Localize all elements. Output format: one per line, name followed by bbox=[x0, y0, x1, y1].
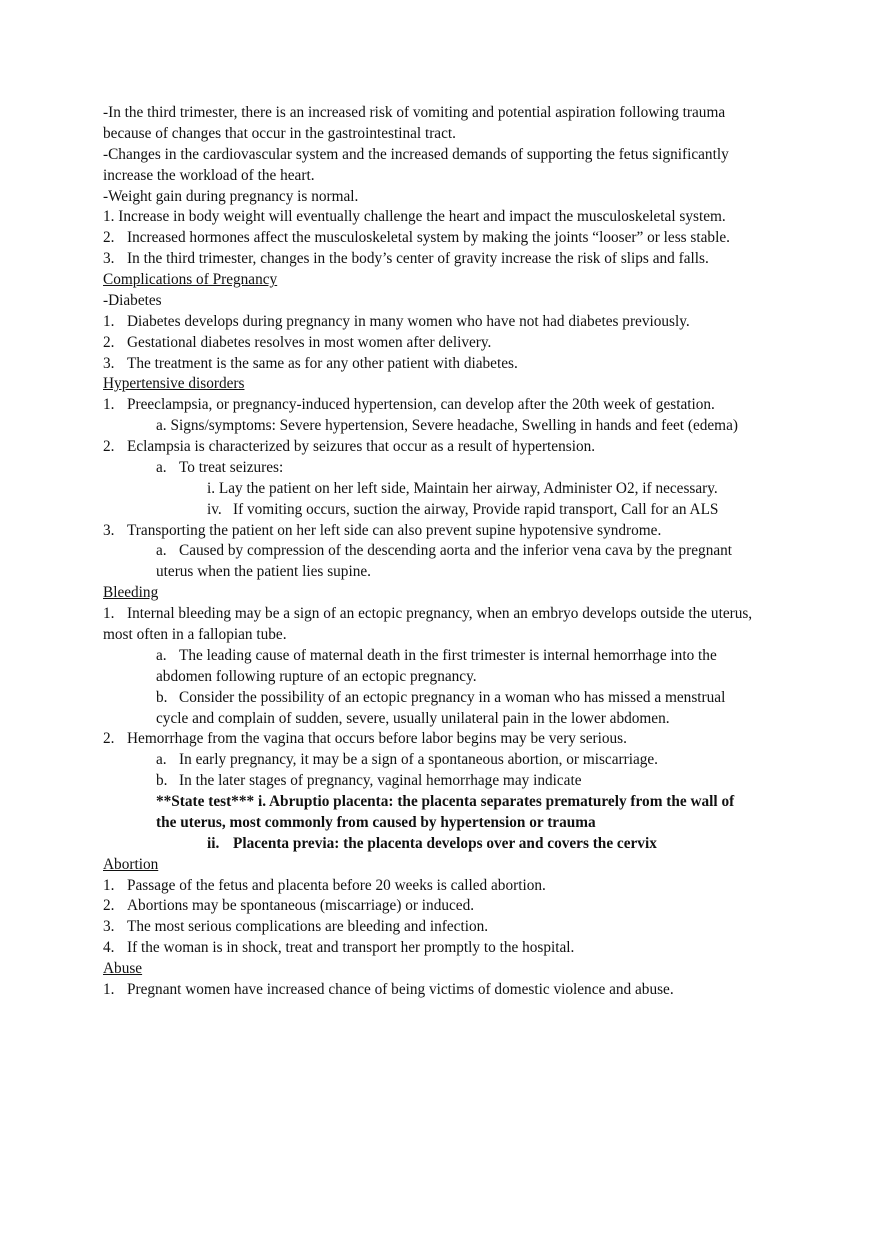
line-text: **State test*** i. Abruptio placenta: the placenta separates prematurely from the wall of bbox=[156, 793, 735, 811]
line-text: The treatment is the same as for any other patient with diabetes. bbox=[127, 354, 518, 372]
line-text: Caused by compression of the descending aorta and the inferior vena cava by the pregnant bbox=[179, 542, 733, 560]
line-text: Gestational diabetes resolves in most women after delivery. bbox=[127, 333, 492, 351]
list-marker: 2. bbox=[103, 730, 115, 748]
list-marker: 1. bbox=[103, 312, 115, 330]
line-text: To treat seizures: bbox=[179, 458, 284, 476]
list-marker: 3. bbox=[103, 918, 115, 936]
line-text: increase the workload of the heart. bbox=[103, 166, 315, 184]
list-marker: a. bbox=[156, 542, 167, 560]
line-text: Placenta previa: the placenta develops over and covers the cervix bbox=[233, 834, 657, 852]
heading-text: Abuse bbox=[103, 960, 143, 978]
line-text: -Diabetes bbox=[103, 291, 162, 309]
line-text: Internal bleeding may be a sign of an ectopic pregnancy, when an embryo develops outside the uterus, bbox=[127, 605, 753, 623]
line-text: 1. Increase in body weight will eventually challenge the heart and impact the musculoskeletal system. bbox=[103, 208, 726, 226]
line-text: In early pregnancy, it may be a sign of a spontaneous abortion, or miscarriage. bbox=[179, 751, 658, 769]
list-marker: 3. bbox=[103, 521, 115, 539]
list-marker: 1. bbox=[103, 396, 115, 414]
line-text: If vomiting occurs, suction the airway, Provide rapid transport, Call for an ALS bbox=[233, 500, 719, 518]
line-text: In the third trimester, changes in the body’s center of gravity increase the risk of slips and falls. bbox=[127, 250, 709, 268]
line-text: Abortions may be spontaneous (miscarriage) or induced. bbox=[127, 897, 475, 915]
list-marker: 1. bbox=[103, 980, 115, 998]
line-text: cycle and complain of sudden, severe, usually unilateral pain in the lower abdomen. bbox=[156, 709, 670, 727]
line-text: the uterus, most commonly from caused by hypertension or trauma bbox=[156, 813, 596, 831]
list-marker: 2. bbox=[103, 438, 115, 456]
list-marker: iv. bbox=[207, 500, 222, 518]
list-marker: 3. bbox=[103, 354, 115, 372]
line-text: Pregnant women have increased chance of being victims of domestic violence and abuse. bbox=[127, 980, 674, 998]
line-text: -Changes in the cardiovascular system and the increased demands of supporting the fetus significantly bbox=[103, 145, 729, 163]
list-marker: a. bbox=[156, 751, 167, 769]
heading-text: Complications of Pregnancy bbox=[103, 271, 278, 289]
line-text: In the later stages of pregnancy, vaginal hemorrhage may indicate bbox=[179, 772, 582, 790]
list-marker: ii. bbox=[207, 834, 220, 852]
list-marker: 4. bbox=[103, 939, 115, 957]
line-text: uterus when the patient lies supine. bbox=[156, 563, 371, 581]
line-text: Transporting the patient on her left side can also prevent supine hypotensive syndrome. bbox=[127, 521, 662, 539]
heading-text: Abortion bbox=[103, 855, 159, 873]
line-text: Eclampsia is characterized by seizures that occur as a result of hypertension. bbox=[127, 438, 596, 456]
line-text: Preeclampsia, or pregnancy-induced hypertension, can develop after the 20th week of gestation. bbox=[127, 396, 715, 414]
list-marker: a. bbox=[156, 458, 167, 476]
line-text: Passage of the fetus and placenta before 20 weeks is called abortion. bbox=[127, 876, 546, 894]
list-marker: 3. bbox=[103, 250, 115, 268]
list-marker: 2. bbox=[103, 897, 115, 915]
line-text: Consider the possibility of an ectopic pregnancy in a woman who has missed a menstrual bbox=[179, 688, 726, 706]
line-text: abdomen following rupture of an ectopic pregnancy. bbox=[156, 667, 477, 685]
line-text: -In the third trimester, there is an increased risk of vomiting and potential aspiration following trauma bbox=[103, 104, 726, 121]
heading-text: Bleeding bbox=[103, 584, 159, 602]
line-text: If the woman is in shock, treat and transport her promptly to the hospital. bbox=[127, 939, 575, 957]
line-text: The most serious complications are bleeding and infection. bbox=[127, 918, 489, 936]
list-marker: 2. bbox=[103, 229, 115, 247]
list-marker: 1. bbox=[103, 605, 115, 623]
heading-text: Hypertensive disorders bbox=[103, 375, 245, 393]
list-marker: 2. bbox=[103, 333, 115, 351]
line-text: Increased hormones affect the musculoskeletal system by making the joints “looser” or less stable. bbox=[127, 229, 730, 247]
list-marker: b. bbox=[156, 772, 168, 790]
line-text: The leading cause of maternal death in the first trimester is internal hemorrhage into the bbox=[179, 646, 717, 664]
line-text: i. Lay the patient on her left side, Maintain her airway, Administer O2, if necessary. bbox=[207, 479, 718, 497]
line-text: a. Signs/symptoms: Severe hypertension, Severe headache, Swelling in hands and feet (edema) bbox=[156, 417, 738, 435]
list-marker: 1. bbox=[103, 876, 115, 894]
list-marker: a. bbox=[156, 646, 167, 664]
line-text: Diabetes develops during pregnancy in many women who have not had diabetes previously. bbox=[127, 312, 690, 330]
list-marker: b. bbox=[156, 688, 168, 706]
line-text: Hemorrhage from the vagina that occurs before labor begins may be very serious. bbox=[127, 730, 627, 748]
line-text: -Weight gain during pregnancy is normal. bbox=[103, 187, 359, 205]
line-text: most often in a fallopian tube. bbox=[103, 626, 287, 643]
line-text: because of changes that occur in the gastrointestinal tract. bbox=[103, 124, 456, 142]
